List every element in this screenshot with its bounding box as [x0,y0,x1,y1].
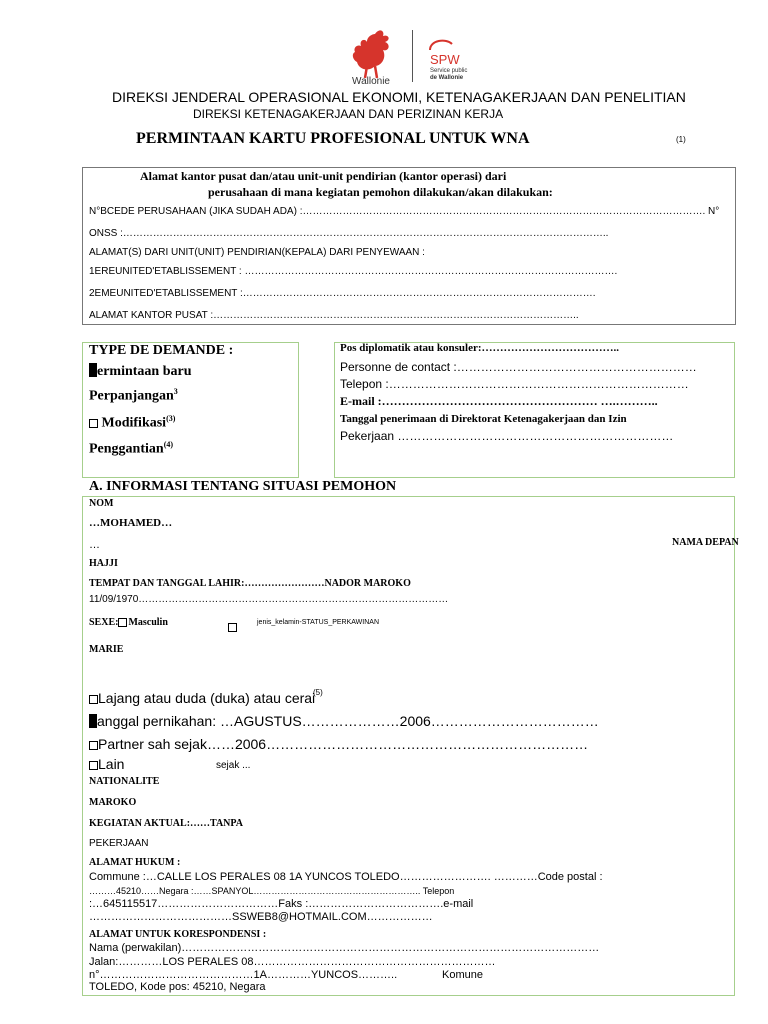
current-activity-value: PEKERJAAN [89,838,149,849]
unit-2-line: 2EMEUNITED'ETABLISSEMENT :……………………………………………………………………………………………. [89,288,596,299]
request-type-heading: TYPE DE DEMANDE : [89,343,234,358]
city-postal-line: TOLEDO, Kode pos: 45210, Negara [89,981,266,993]
wedding-date-line[interactable]: anggal pernikahan: …AGUSTUS…………………2006……………………………… [89,713,599,729]
spw-logo-text: SPW [430,52,460,67]
sex-field: SEXE: Masculin [89,617,168,628]
bce-number-line: N°BCEDE PERUSAHAAN (JIKA SUDAH ADA) :…………………………………………………………………………………………………………. N° [89,206,720,217]
title-footnote: (1) [676,135,686,144]
contact-person-line: Personne de contact :…………………………………………………… [340,360,697,374]
section-a-heading: A. INFORMASI TENTANG SITUASI PEMOHON [89,479,397,494]
logo-divider [412,30,413,82]
head-office-line: ALAMAT KANTOR PUSAT :……………………………………………………………………………………………….. [89,310,579,321]
option-renewal[interactable]: Perpanjangan$^3$ [89,387,178,404]
option-modification[interactable]: Modifikasi$^{(3)}$ [89,414,175,432]
country-line: ………45210……Negara :……SPANYOL……………………………………………….. Telepon [89,886,455,896]
option-replacement[interactable]: Penggantian$^{(4)}$ [89,440,174,457]
marital-status-value: MARIE [89,644,124,655]
other-since-label: sejak ... [216,760,251,771]
option-single[interactable]: Lajang atau duda (duka) atau cerai [89,690,315,706]
surname-value: …MOHAMED… [89,517,173,529]
consulate-email-line: E-mail :……………………………………………… ….……….. [340,394,658,408]
nationality-value: MAROKO [89,797,137,808]
onss-line: ONSS :……………………………………………………………………………………………………………………………….. [89,228,609,239]
spw-subtitle: Service public de Wallonie [430,68,468,81]
legal-address-label: ALAMAT HUKUM : [89,857,181,868]
street-line: Jalan:…………LOS PERALES 08………………………………………………………… [89,956,496,968]
representative-name-line: Nama (perwakilan)…………………………………………………………………………………………………… [89,942,600,954]
option-new-request[interactable]: ermintaan baru [89,363,192,380]
fax-line: :…645115517……………………………Faks :……………………………….e-mail [89,898,474,910]
checkbox-checked-icon[interactable] [118,618,127,627]
checkbox-icon[interactable] [89,741,98,750]
nationality-label: NATIONALITE [89,776,160,787]
consulate-work-line: Pekerjaan …………………………………………………………… [340,429,674,443]
correspondence-address-label: ALAMAT UNTUK KORESPONDENSI : [89,929,267,940]
single-footnote: (5) [313,688,323,697]
surname-label: NOM [89,498,114,509]
company-heading-2: perusahaan di mana kegiatan pemohon dilakukan/akan dilakukan: [208,185,553,199]
commune-label: Komune [442,969,483,981]
sex-status-label: jenis_kelamin-STATUS_PERKAWINAN [257,619,380,626]
checkbox-checked-icon [89,363,97,377]
checkbox-icon[interactable] [89,419,98,428]
company-heading-1: Alamat kantor pusat dan/atau unit-unit pendirian (kantor operasi) dari [140,169,507,183]
consulate-post-line: Pos diplomatik atau konsuler:……………………………….. [340,342,619,354]
first-name-value: HAJJI [89,558,118,569]
checkbox-icon[interactable] [228,623,237,632]
dept-line-1: DIREKSI JENDERAL OPERASIONAL EKONOMI, KETENAGAKERJAAN DAN PENELITIAN [112,89,686,105]
unit-address-label: ALAMAT(S) DARI UNIT(UNIT) PENDIRIAN(KEPALA) DARI PENYEWAAN : [89,247,425,258]
option-other[interactable]: Lain [89,756,124,772]
surname-dots: … [89,539,100,551]
current-activity-line: KEGIATAN AKTUAL:……TANPA [89,818,243,829]
first-name-label: NAMA DEPAN [672,537,739,548]
checkbox-icon[interactable] [89,761,98,770]
page-title: PERMINTAAN KARTU PROFESIONAL UNTUK WNA [136,130,530,147]
commune-line: Commune :…CALLE LOS PERALES 08 1A YUNCOS TOLEDO……………………. …………Code postal : [89,871,603,883]
email-line: …………………………………SSWEB8@HOTMAIL.COM……………… [89,911,433,923]
birth-place-line: TEMPAT DAN TANGGAL LAHIR:……………………NADOR MAROKO [89,578,411,589]
reception-date-label: Tanggal penerimaan di Direktorat Ketenagakerjaan dan Izin [340,413,627,425]
birth-date-line: 11/09/1970………………………………………………………………………………… [89,594,449,605]
checkbox-checked-icon [89,714,97,728]
house-number-line: n°……………………………………1A…………YUNCOS……….. [89,969,398,981]
consulate-phone-line: Telepon :………………………………………………………………… [340,377,689,391]
wallonie-label: Wallonie [352,76,390,87]
option-partner[interactable]: Partner sah sejak……2006…………………………………………………………… [89,736,588,752]
checkbox-icon[interactable] [89,695,98,704]
unit-1-line: 1EREUNITED'ETABLISSEMENT : …………………………………………………………………………………………………. [89,266,618,277]
dept-line-2: DIREKSI KETENAGAKERJAAN DAN PERIZINAN KERJA [193,107,504,121]
